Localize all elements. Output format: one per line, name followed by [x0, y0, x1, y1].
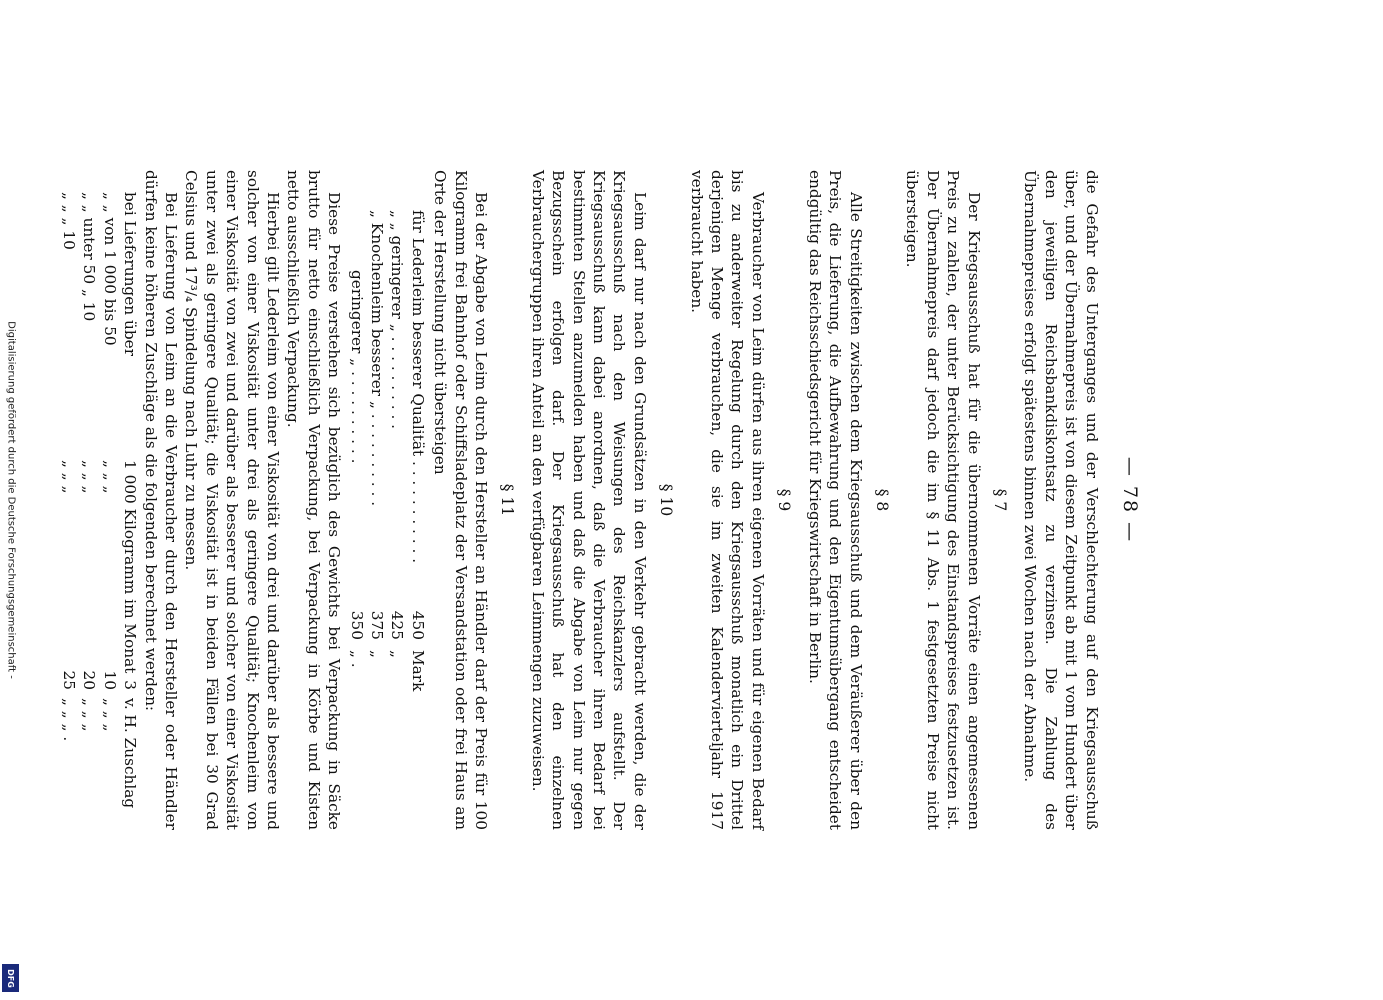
digitization-credit	[0, 0, 22, 1000]
section-9-heading: § 9	[775, 488, 794, 512]
surcharge-percent: 25	[60, 670, 79, 690]
surcharge-label: „ „ unter 50 „ 10	[80, 192, 99, 322]
credit-text: Digitalisierung gefördert durch die Deutsche Forschungsgemeinschaft -	[5, 321, 17, 679]
price-value: 375	[368, 610, 387, 640]
surcharge-quantity: 1 000 Kilogramm im Monat	[121, 460, 140, 674]
section-7-heading: § 7	[990, 488, 1009, 512]
page-number: — 78 —	[1119, 456, 1141, 544]
price-value: 425	[388, 610, 407, 640]
surcharge-table	[59, 170, 141, 830]
price-row	[407, 170, 427, 830]
surcharge-row	[79, 170, 99, 830]
price-label: „ „ geringerer „ . . . . . . . . . .	[388, 210, 407, 430]
price-value: 450	[408, 610, 427, 640]
price-table	[346, 170, 428, 830]
section-11-text-1: Bei der Abgabe von Leim durch den Hersteller an Händler darf der Preis für 100 Kilogramm frei Bahnhof oder Schiffsladeplatz der Versandstation oder frei Haus am Orte der Herstellung nicht übersteigen	[431, 170, 491, 830]
surcharge-unit: „ „ „	[100, 698, 119, 732]
section-9-text: Verbraucher von Leim dürfen aus ihren eigenen Vorräten und für eigenen Bedarf bis zu anderweiter Regelung durch den Kriegsausschuß monatlich ein Drittel derjenigen Menge verbrauchen, die sie im zweiten Kalendervierteljahr 1917 verbraucht haben.	[687, 170, 767, 830]
price-unit: „ .	[347, 650, 366, 668]
price-label: geringerer „ . . . . . . . . . .	[347, 270, 366, 464]
price-row	[367, 170, 387, 830]
price-unit: Mark	[408, 650, 427, 692]
surcharge-unit: v. H. Zuschlag	[121, 698, 140, 809]
surcharge-quantity: „ „ „	[100, 460, 119, 494]
section-11-text-3: Hierbei gilt Lederleim von einer Viskosität von drei und darüber als bessere und solcher von einer Viskosität unter drei als geringere Qualität; Knochenleim von einer Viskosität von zwei und darüber als besserer und solcher von einer Viskosität unter zwei als geringere Qualität; die Viskosität ist in beiden Fällen bei 30 Grad Celsius und 17³/₄ Spindelung nach Luhr zu messen.	[182, 170, 283, 830]
surcharge-unit: „ „ „	[80, 698, 99, 732]
section-10-heading: § 10	[657, 483, 676, 517]
surcharge-quantity: „ „ „	[80, 460, 99, 494]
surcharge-percent: 10	[100, 670, 119, 690]
surcharge-row	[59, 170, 79, 830]
section-7-text: Der Kriegsausschuß hat für die übernommenen Vorräte einen angemessenen Preis zu zahlen, der unter Berücksichtigung des Einstandspreises festzusetzen ist. Der Übernahmepreis darf jedoch die im § 11 Abs. 1 festgesetzten Preise nicht übersteigen.	[903, 170, 983, 830]
price-row	[387, 170, 407, 830]
dfg-logo	[2, 964, 19, 992]
section-8-heading: § 8	[872, 488, 891, 512]
dfg-logo-text: DFG	[6, 968, 16, 988]
section-8-text: Alle Streitigkeiten zwischen dem Kriegsausschuß und dem Veräußerer über den Preis, die Lieferung, die Aufbewahrung und den Eigentumsübergang entscheidet endgültig das Reichsschiedsgericht für Kriegswirtschaft in Berlin.	[805, 170, 865, 830]
price-label: „ Knochenleim besserer „ . . . . . . . . . .	[368, 210, 387, 507]
surcharge-label: „ „ von 1 000 bis 50	[100, 192, 119, 346]
section-10-text: Leim darf nur nach den Grundsätzen in den Verkehr gebracht werden, die der Kriegsausschuß nach den Weisungen des Reichskanzlers aufstellt. Der Kriegsausschuß kann dabei anordnen, daß die Verbraucher ihren Bedarf bei bestimmten Stellen anzumelden haben und daß die Abgabe von Leim nur gegen Bezugsschein erfolgen darf. Der Kriegsausschuß hat den einzelnen Verbrauchergruppen ihren Anteil an den verfügbaren Leimmengen zuzuweisen.	[528, 170, 649, 830]
surcharge-label: bei Lieferungen über	[121, 192, 140, 357]
price-label: für Lederleim besserer Qualität . . . . . . . . . . .	[408, 210, 427, 564]
surcharge-unit: „ „ „ .	[60, 698, 79, 742]
surcharge-percent: 20	[80, 670, 99, 690]
surcharge-row	[120, 170, 140, 830]
surcharge-row	[99, 170, 119, 830]
rotated-page-scan	[60, 0, 1200, 1000]
surcharge-label: „ „ „ 10	[60, 192, 79, 250]
section-11-text-2: Diese Preise verstehen sich bezüglich des Gewichts bei Verpackung in Säcke brutto für netto einschließlich Verpackung, bei Verpackung in Körbe und Kisten netto ausschließlich Verpackung.	[284, 170, 344, 830]
section-11-text-4: Bei Lieferung von Leim an die Verbraucher durch den Hersteller oder Händler dürfen keine höheren Zuschläge als die folgenden berechnet werden:	[141, 170, 180, 830]
section-11-heading: § 11	[498, 483, 517, 517]
intro-paragraph: die Gefahr des Unterganges und der Verschlechterung auf den Kriegsausschuß über, und der Übernahmepreis ist von diesem Zeitpunkt ab mit 1 vom Hundert über den jeweiligen Reichsbankdiskontsatz zu verzinsen. Die Zahlung des Übernahmepreises erfolgt spätestens binnen zwei Wochen nach der Abnahme.	[1021, 170, 1101, 830]
price-row	[346, 170, 366, 830]
price-unit: „	[388, 650, 407, 658]
document-page	[59, 170, 1140, 830]
surcharge-quantity: „ „ „	[60, 460, 79, 494]
price-value: 350	[347, 610, 366, 640]
price-unit: „	[368, 650, 387, 658]
surcharge-percent: 3	[121, 680, 140, 690]
